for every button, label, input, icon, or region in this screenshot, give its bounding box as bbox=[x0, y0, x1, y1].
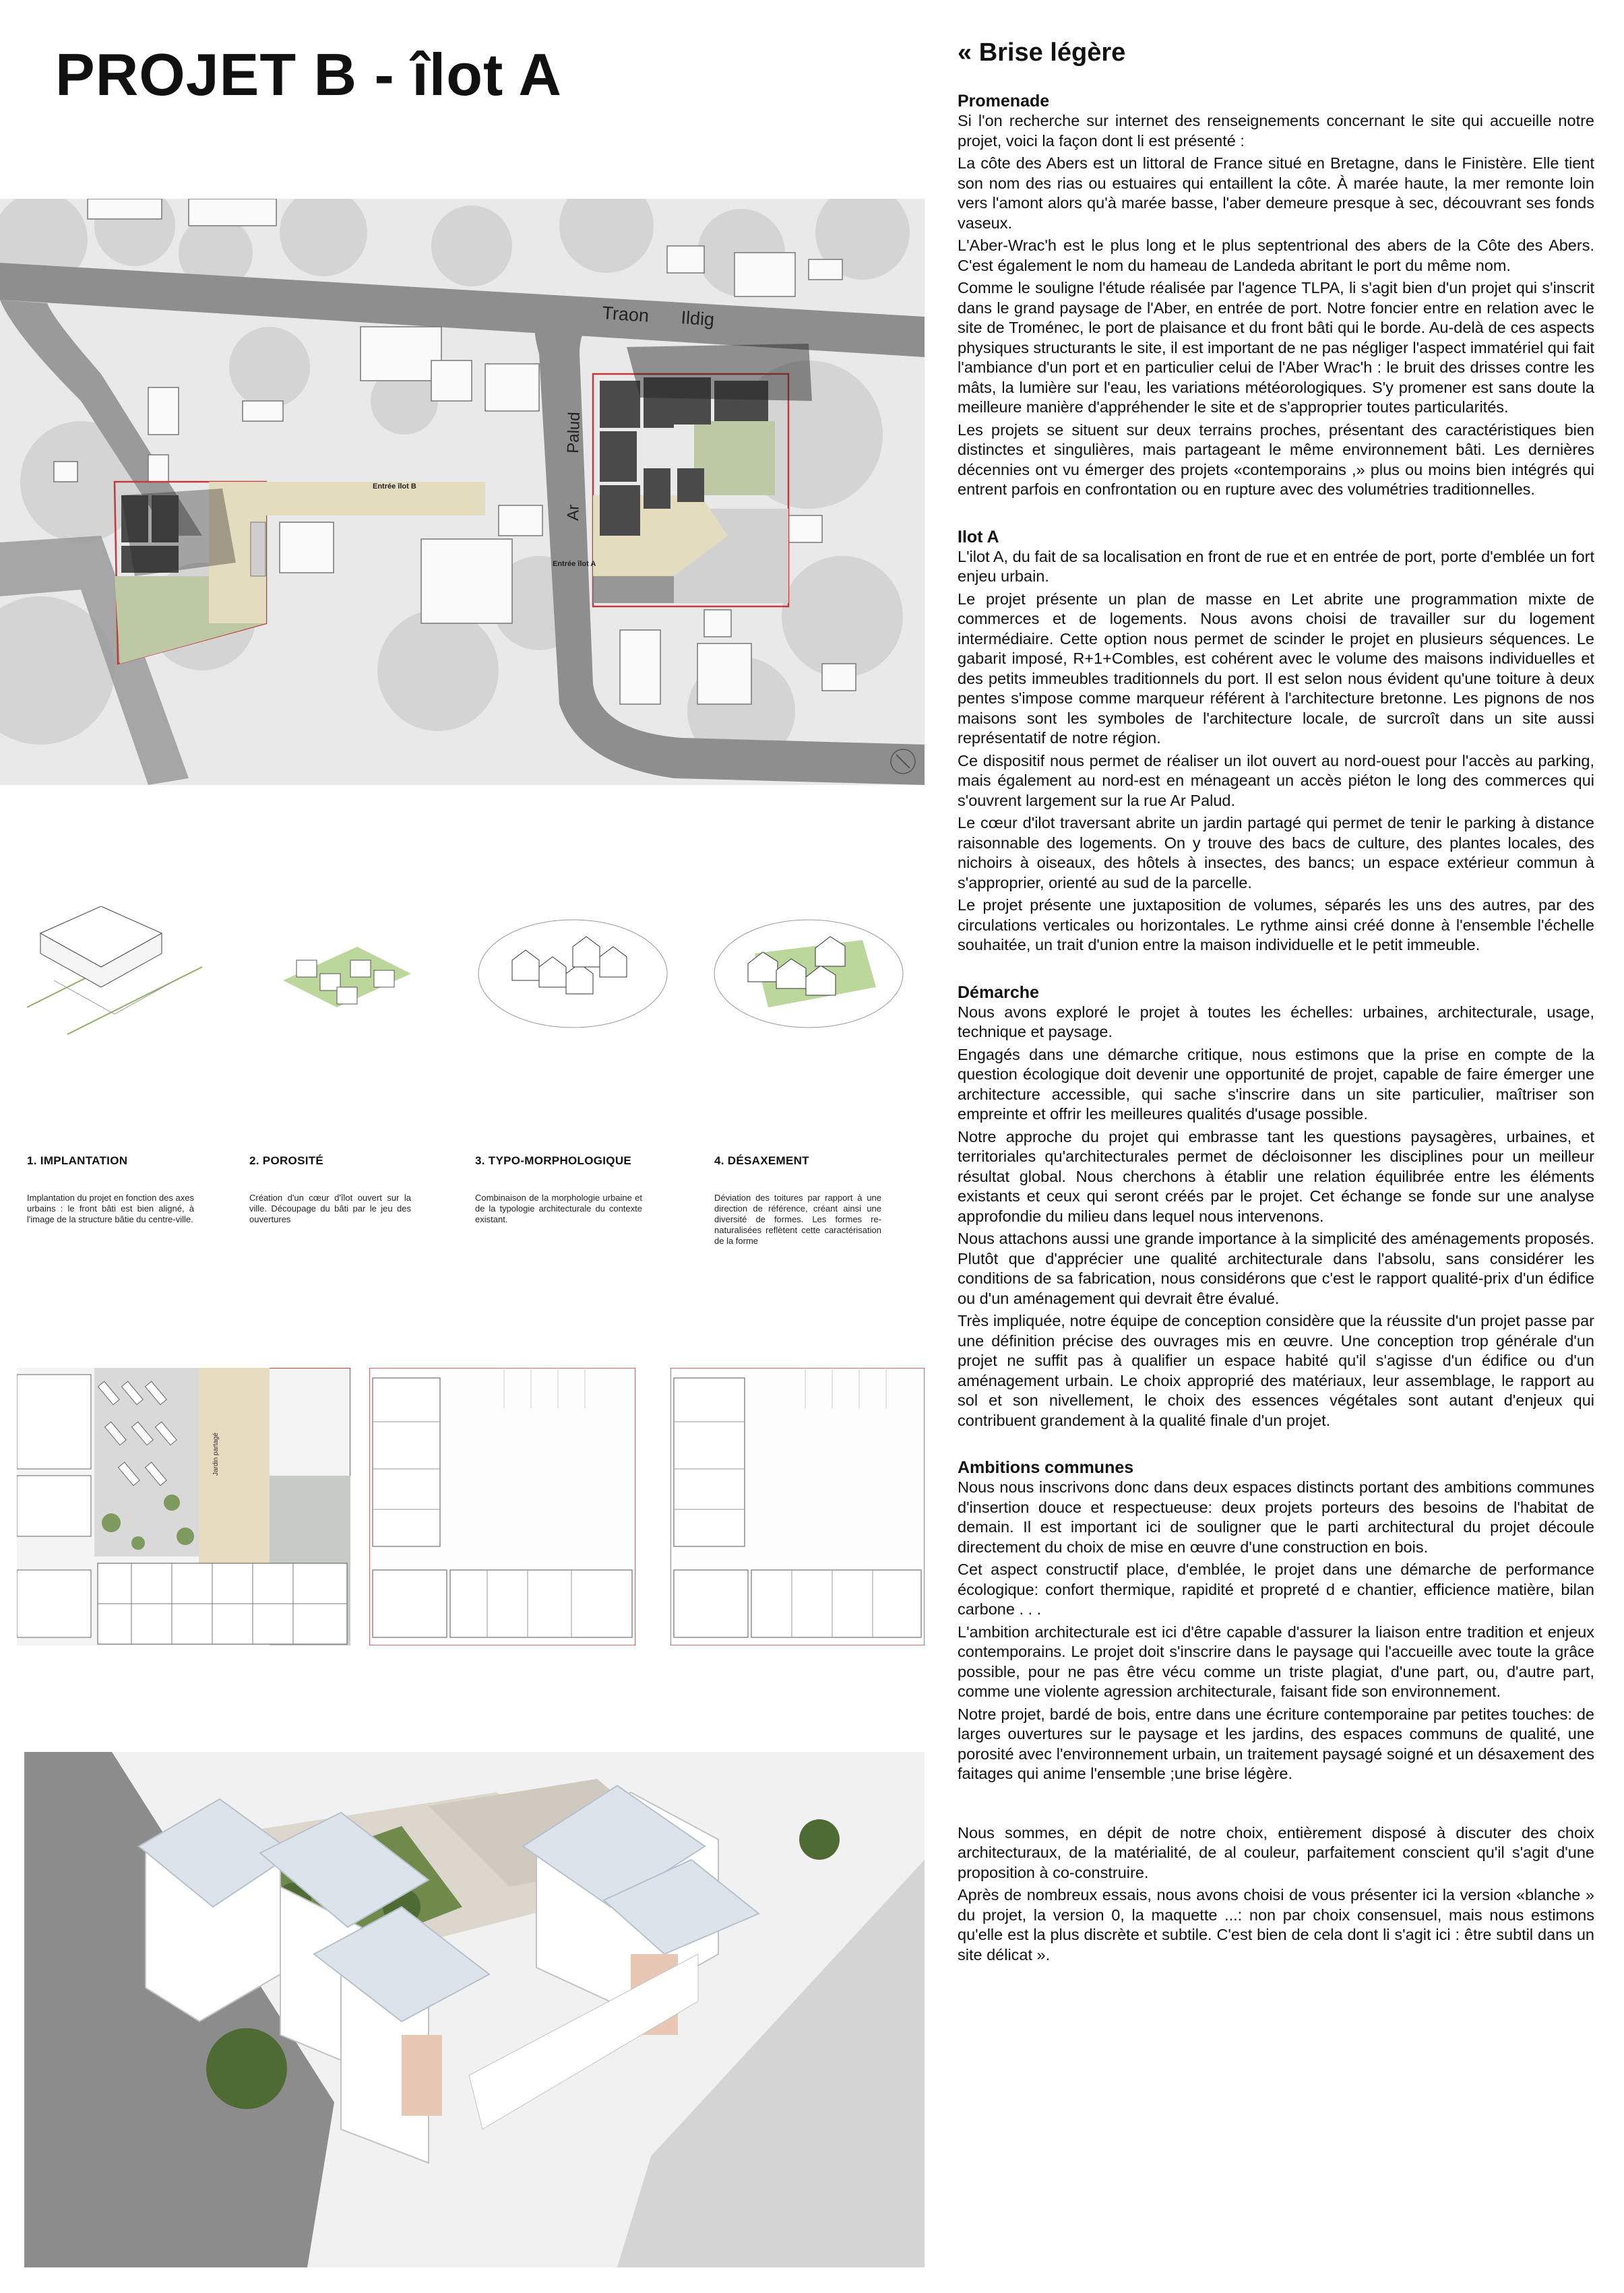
paragraph: Comme le souligne l'étude réalisée par l'agence TLPA, li s'agit bien d'un projet qui s'inscrit dans le grand paysage de l'Aber, en entrée de port. Notre foncier entre en relation avec le site de Troménec, le port de plaisance et du front bâti qui le borde. Au-delà de ces aspects physiques structurants le site, il est important de ne pas négliger l'aspect immatériel qui fait l'ambiance d'un port et en particulier celui de l'Aber Wrac'h : le bruit des drisses contre les mâts, la lumière sur l'eau, les variations météorologiques. S'y promener est sans doute la meilleure manière d'appréhender le site et de s'approprier toutes particularités. bbox=[958, 279, 1594, 416]
section-title-ilot: Ilot A bbox=[958, 527, 999, 546]
street-label-ar: Ar bbox=[564, 504, 583, 522]
page-title: PROJET B - îlot A bbox=[55, 41, 562, 108]
street-label-palud: Palud bbox=[564, 411, 584, 454]
street-label-ildig: Ildig bbox=[680, 307, 716, 330]
paragraph: Engagés dans une démarche critique, nous estimons que la prise en compte de la question écologique doit devenir une opportunité de projet, capable de faire émerger une architecture accessible, qui sache s'inscrire dans un site particulier, maîtriser son empreinte et offrir les meilleures qualités d'usage possible. bbox=[958, 1045, 1594, 1123]
paragraph: L'ilot A, du fait de sa localisation en front de rue et en entrée de port, porte d'emblée un fort enjeu urbain. bbox=[958, 547, 1594, 585]
paragraph: Nous nous inscrivons donc dans deux espaces distincts portant des ambitions communes d'insertion douce et respectueuse: deux projets porteurs des besoins de l'habitat de demain. Il est important ici de souligner que le parti architectural du projet découle directement du choix de mise en œuvre d'une construction en bois. bbox=[958, 1478, 1594, 1556]
diagram-desc-3: Combinaison de la morphologie urbaine et de la typologie architecturale du contexte existant. bbox=[475, 1193, 642, 1224]
diagram-label-1: 1. IMPLANTATION bbox=[27, 1154, 128, 1167]
entry-label-a: Entrée îlot A bbox=[553, 560, 596, 568]
section-title-promenade: Promenade bbox=[958, 92, 1050, 111]
diagram-label-4: 4. DÉSAXEMENT bbox=[714, 1154, 809, 1167]
diagram-desc-2: Création d'un cœur d'îlot ouvert sur la ville. Découpage du bâti par le jeu des ouvertures bbox=[249, 1193, 411, 1224]
paragraph: Notre projet, bardé de bois, entre dans une écriture contemporaine par petites touches: de larges ouvertures sur le paysage et les jardins, des espaces communs de qualité, une porosité avec l'environnement urbain, un traitement paysagé soigné et un désaxement des faitages qui anime l'ensemble ;une brise légère. bbox=[958, 1705, 1594, 1782]
diagram-label-3: 3. TYPO-MORPHOLOGIQUE bbox=[475, 1154, 632, 1167]
paragraph: L'ambition architecturale est ici d'être capable d'assurer la liaison entre tradition et enjeux contemporains. Le projet doit s'inscrire dans le paysage qui l'accueille avec toute la grâce possible, pour ne pas être vécu comme un triste plagiat, d'une part, ou, d'autre part, comme une violente agression architecturale, faisant fide son environnement. bbox=[958, 1623, 1594, 1700]
section-title-ambitions: Ambitions communes bbox=[958, 1458, 1134, 1477]
paragraph: Après de nombreux essais, nous avons choisi de vous présenter ici la version «blanche » du projet, la version 0, la maquette ...: non par choix consensuel, mais nous estimons qu'elle est la plus discrète et subtile. C'est bien de cela dont li s'agit ici : être subtil dans un site délicat ». bbox=[958, 1886, 1594, 1964]
diagram-implantation bbox=[27, 906, 229, 1041]
paragraph: Si l'on recherche sur internet des renseignements concernant le site qui accueille notre projet, voici la façon dont li est présenté : bbox=[958, 112, 1594, 150]
paragraph: L'Aber-Wrac'h est le plus long et le plus septentrional des abers de la Côte des Abers. C'est également le nom du hameau de Landeda abritant le port du même nom. bbox=[958, 237, 1594, 274]
text-column bbox=[958, 38, 1594, 1968]
diagram-label-2: 2. POROSITÉ bbox=[249, 1154, 324, 1167]
entry-label-b: Entrée îlot B bbox=[373, 482, 416, 491]
paragraph: Les projets se situent sur deux terrains proches, présentant des caractéristiques bien distinctes et singulières, mais partageant le même environnement bâti. Les dernières décennies ont vu émerger des projets «contemporains ,» plus ou moins bien intégrés qui entrent parfois en confrontation ou en rupture avec des volumétries traditionnelles. bbox=[958, 420, 1594, 498]
street-label-traon: Traon bbox=[601, 303, 650, 326]
jardin-partage-label: Jardin partagé bbox=[212, 1433, 220, 1476]
paragraph: Notre approche du projet qui embrasse tant les questions paysagères, urbaines, et territoriales qu'architecturales permet de décloisonner les disciplines pour un meilleur résultat global. Nous cherchons à établir une relation équilibrée entre les éléments existants et ceux qui seront créés par le projet. Cet échange se fonde sur une analyse approfondie du milieu dans lequel nous intervenons. bbox=[958, 1127, 1594, 1225]
paragraph: Ce dispositif nous permet de réaliser un ilot ouvert au nord-ouest pour l'accès au parking, mais également au nord-est en ménageant un accès piéton le long des commerces qui s'ouvrent largement sur la rue Ar Palud. bbox=[958, 751, 1594, 809]
floor-plan-roof bbox=[670, 1368, 925, 1645]
subtitle: « Brise légère bbox=[958, 38, 1126, 67]
paragraph: Le projet présente un plan de masse en Let abrite une programmation mixte de commerces et de logements. Nous avons choisi de travailler sur du logement intermédiaire. Cette option nous permet de scinder le projet en plusieurs séquences. Le gabarit imposé, R+1+Combles, est cohérent avec le volume des maisons individuelles et des petits immeubles traditionnels du port. Il est selon nous évident qu'une toiture à deux pentes s'impose comme marqueur référent à l'architecture bretonne. Les pignons de nos maisons sont les symboles de l'architecture locale, de surcroît dans un site aussi représentatif de notre région. bbox=[958, 590, 1594, 747]
aerial-render bbox=[24, 1752, 925, 2267]
paragraph: Très impliquée, notre équipe de conception considère que la réussite d'un projet passe par une définition précise des ouvrages mis en œuvre. Une conception trop générale d'un projet ne suffit pas à qualifier un espace habité qu'il s'agisse d'un édifice ou d'un aménagement urbain. Le choix approprié des matériaux, leur assemblage, le rapport au sol et son nivellement, le choix des essences végétales sont autant d'enjeux qui contribuent grandement à la qualité finale d'un projet. bbox=[958, 1312, 1594, 1429]
diagram-porosite bbox=[256, 906, 458, 1041]
floor-plan-ground bbox=[17, 1368, 350, 1645]
diagram-desc-1: Implantation du projet en fonction des axes urbains : le front bâti est bien aligné, à l'image de la structure bâtie du centre-ville. bbox=[27, 1193, 194, 1224]
diagram-desaxement bbox=[708, 906, 910, 1041]
paragraph: Nous attachons aussi une grande importance à la simplicité des aménagements proposés. Plutôt que d'apprécier une qualité architecturale dans l'absolu, sans considérer les conditions de sa fabrication, nous considérons que c'est le rapport qualité-prix d'un édifice ou d'un aménagement qui devrait être évalué. bbox=[958, 1230, 1594, 1307]
paragraph: Nous sommes, en dépit de notre choix, entièrement disposé à discuter des choix architecturaux, de la matérialité, de al couleur, parfaitement conscient qu'il s'agit d'une proposition à co-construire. bbox=[958, 1823, 1594, 1881]
diagram-desc-4: Déviation des toitures par rapport à une direction de référence, créant ainsi une diversité de formes. Les formes re-naturalisées reflètent cette caractérisation de la forme bbox=[714, 1193, 881, 1246]
floor-plan-first bbox=[369, 1368, 635, 1645]
paragraph: Cet aspect constructif place, d'emblée, le projet dans une démarche de performance écologique: confort thermique, rapidité et propreté d e chantier, efficience matière, bilan carbone . . . bbox=[958, 1561, 1594, 1618]
paragraph: Nous avons exploré le projet à toutes les échelles: urbaines, architecturale, usage, technique et paysage. bbox=[958, 1003, 1594, 1040]
section-title-demarche: Démarche bbox=[958, 982, 1039, 1002]
paragraph: La côte des Abers est un littoral de France situé en Bretagne, dans le Finistère. Elle tient son nom des rias ou estuaires qui entaillent la côte. À marée haute, la mer remonte loin vers l'amont alors qu'à marée basse, l'aber demeure presque à sec, découvrant ses fonds vaseux. bbox=[958, 154, 1594, 232]
paragraph: Le projet présente une juxtaposition de volumes, séparés les uns des autres, par des circulations verticales ou horizontales. Le rythme ainsi créé donne à l'ensemble l'échelle souhaitée, un trait d'union entre la maison individuelle et le petit immeuble. bbox=[958, 896, 1594, 953]
site-plan-map bbox=[0, 199, 925, 785]
paragraph: Le cœur d'ilot traversant abrite un jardin partagé qui permet de tenir le parking à distance raisonnable des logements. On y trouve des bacs de culture, des plantes locales, des nichoirs à oiseaux, des hôtels à insectes, des bancs; un espace extérieur commun à s'approprier, orienté au sud de la parcelle. bbox=[958, 814, 1594, 891]
diagram-typo-morphologique bbox=[472, 906, 674, 1041]
